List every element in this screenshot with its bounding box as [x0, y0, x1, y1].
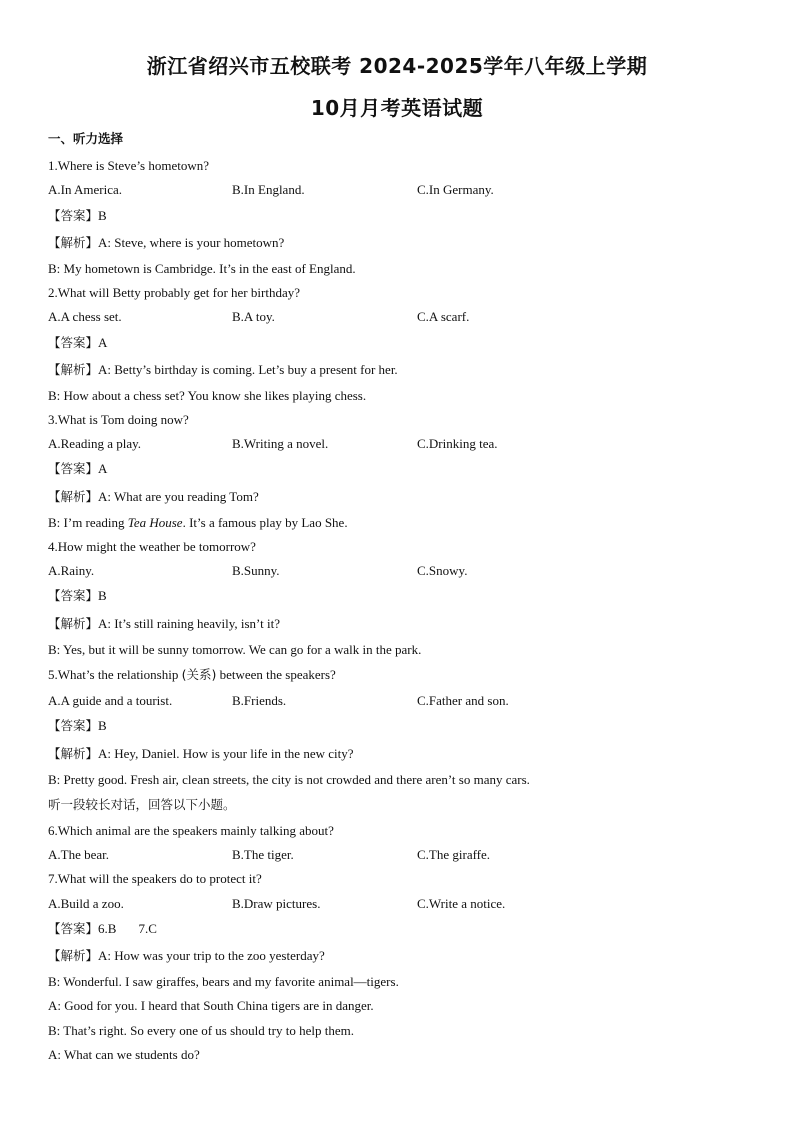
analysis-tag: 【解析】	[48, 948, 99, 963]
question-5-analysis	[48, 746, 354, 762]
question-1-stem: 1.Where is Steve’s hometown?	[48, 158, 210, 173]
question-1-option-c: C.In Germany.	[417, 182, 494, 197]
dialogue-line: A: Betty’s birthday is coming. Let’s buy a present for her.	[98, 362, 398, 377]
dialogue-line: B: My hometown is Cambridge. It’s in the east of England.	[48, 261, 356, 276]
question-7-option-c: C.Write a notice.	[417, 896, 506, 911]
question-6-option-c: C.The giraffe.	[417, 847, 491, 862]
question-7-option-b: B.Draw pictures.	[232, 896, 321, 911]
question-4-option-a: A.Rainy.	[48, 563, 95, 578]
answer-tag: 【答案】	[48, 718, 99, 733]
analysis-tag: 【解析】	[48, 489, 99, 504]
question-5-stem	[48, 667, 336, 683]
dialogue-line: A: What are you reading Tom?	[98, 489, 259, 504]
section-heading: 一、听力选择	[48, 131, 124, 146]
analysis-tag: 【解析】	[48, 746, 99, 761]
dialogue-line: B: Wonderful. I saw giraffes, bears and my favorite animal—tigers.	[48, 974, 399, 989]
question-6-option-a: A.The bear.	[48, 847, 110, 862]
dialogue-line: A: Steve, where is your hometown?	[98, 235, 285, 250]
dialogue-line: B: Yes, but it will be sunny tomorrow. We can go for a walk in the park.	[48, 642, 422, 657]
question-3-analysis	[48, 489, 259, 505]
question-6-7-answer	[48, 921, 157, 937]
answer-tag: 【答案】	[48, 208, 99, 223]
question-5-option-a: A.A guide and a tourist.	[48, 693, 173, 708]
answer-value: 6.B	[98, 921, 117, 936]
question-5-option-b: B.Friends.	[232, 693, 287, 708]
question-3-stem: 3.What is Tom doing now?	[48, 412, 189, 427]
exam-title-line1: 浙江省绍兴市五校联考 2024-2025学年八年级上学期	[146, 54, 648, 78]
question-6-7-analysis	[48, 948, 325, 964]
dialogue-line: A: Hey, Daniel. How is your life in the new city?	[98, 746, 354, 761]
question-2-stem: 2.What will Betty probably get for her birthday?	[48, 285, 300, 300]
question-4-stem: 4.How might the weather be tomorrow?	[48, 539, 256, 554]
dialogue-text: B: I’m reading	[48, 515, 128, 530]
dialogue-line: B: That’s right. So every one of us should try to help them.	[48, 1023, 354, 1038]
answer-value: A	[98, 335, 108, 350]
dialogue-line: B: Pretty good. Fresh air, clean streets, the city is not crowded and there aren’t so many cars.	[48, 772, 530, 787]
dialogue-text: . It’s a famous play by Lao She.	[182, 515, 348, 530]
answer-value: B	[98, 208, 107, 223]
answer-tag: 【答案】	[48, 461, 99, 476]
answer-tag: 【答案】	[48, 335, 99, 350]
book-title: Tea House	[127, 515, 183, 530]
question-1-option-a: A.In America.	[48, 182, 123, 197]
answer-value: A	[98, 461, 108, 476]
listening-instruction: 听一段较长对话，回答以下小题。	[48, 797, 236, 812]
question-4-answer	[48, 588, 107, 604]
question-3-option-b: B.Writing a novel.	[232, 436, 329, 451]
dialogue-line: A: It’s still raining heavily, isn’t it?	[98, 616, 280, 631]
question-2-analysis	[48, 362, 398, 378]
answer-value: 7.C	[138, 921, 157, 936]
question-4-option-b: B.Sunny.	[232, 563, 280, 578]
stem-text: 5.What’s the relationship	[48, 667, 182, 682]
question-2-option-c: C.A scarf.	[417, 309, 470, 324]
question-4-analysis	[48, 616, 280, 632]
question-1-answer	[48, 208, 107, 224]
question-7-option-a: A.Build a zoo.	[48, 896, 124, 911]
question-4-option-c: C.Snowy.	[417, 563, 468, 578]
dialogue-line: B: How about a chess set? You know she likes playing chess.	[48, 388, 367, 403]
exam-title-line2: 10月月考英语试题	[310, 96, 484, 120]
dialogue-line	[48, 515, 348, 531]
question-5-option-c: C.Father and son.	[417, 693, 509, 708]
stem-gloss: (关系)	[181, 667, 217, 682]
analysis-tag: 【解析】	[48, 616, 99, 631]
question-6-option-b: B.The tiger.	[232, 847, 294, 862]
dialogue-line: A: What can we students do?	[48, 1047, 200, 1062]
answer-tag: 【答案】	[48, 921, 99, 936]
analysis-tag: 【解析】	[48, 362, 99, 377]
question-2-answer	[48, 335, 107, 351]
question-1-option-b: B.In England.	[232, 182, 305, 197]
question-3-option-a: A.Reading a play.	[48, 436, 142, 451]
question-7-stem: 7.What will the speakers do to protect it?	[48, 871, 262, 886]
dialogue-line: A: How was your trip to the zoo yesterday?	[98, 948, 325, 963]
question-2-option-a: A.A chess set.	[48, 309, 122, 324]
question-6-stem: 6.Which animal are the speakers mainly talking about?	[48, 823, 334, 838]
answer-value: B	[98, 588, 107, 603]
question-1-analysis	[48, 235, 284, 251]
stem-text: between the speakers?	[216, 667, 336, 682]
question-3-answer	[48, 461, 107, 477]
question-5-answer	[48, 718, 107, 734]
dialogue-line: A: Good for you. I heard that South China tigers are in danger.	[48, 998, 374, 1013]
answer-value: B	[98, 718, 107, 733]
analysis-tag: 【解析】	[48, 235, 99, 250]
question-2-option-b: B.A toy.	[232, 309, 275, 324]
question-3-option-c: C.Drinking tea.	[417, 436, 498, 451]
answer-tag: 【答案】	[48, 588, 99, 603]
